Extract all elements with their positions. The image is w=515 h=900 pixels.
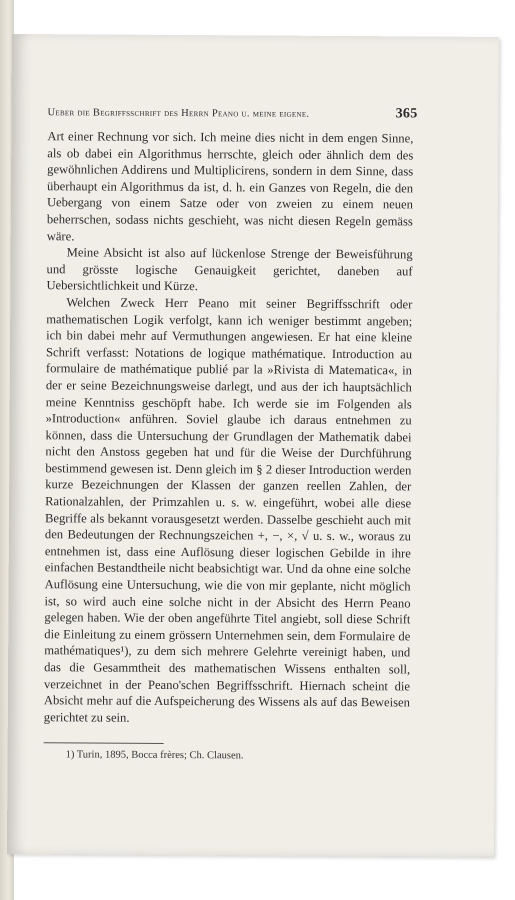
footnote: 1) Turin, 1895, Bocca frères; Ch. Clausen. (65, 749, 244, 762)
paragraph-2: Meine Absicht ist also auf lückenlose Strenge der Beweisführung und grösste logische Genauigkeit gerichtet, daneben auf Uebersichtlichkeit und Kürze. (46, 245, 413, 294)
body-text (44, 128, 414, 728)
running-head (47, 104, 417, 122)
page-curl-shadow (7, 34, 32, 854)
paragraph-3: Welchen Zweck Herr Peano mit seiner Begriffsschrift oder mathematischen Logik verfolgt, kann ich weniger bestimmt angeben; ich bin dabei mehr auf Vermuthungen angewiesen. Er hat eine kleine Schrift verfasst: Notations de logique mathématique. Introduction au formulaire de mathématique publié par la »Rivista di Matematica«, in der er seine Bezeichnungsweise darlegt, und aus der ich hauptsächlich meine Kenntniss geschöpft habe. Ich werde sie im Folgenden als »Introduction« anführen. Soviel glaube ich daraus entnehmen zu können, dass die Untersuchung der Grundlagen der Mathematik dabei nicht den Anstoss gegeben hat und für die Weise der Durchführung bestimmend gewesen ist. Denn gleich im § 2 dieser Introduction werden kurze Bezeichnungen der Klassen der ganzen reellen Zahlen, der Rationalzahlen, der Primzahlen u. s. w. eingeführt, wobei alle diese Begriffe als bekannt vorausgesetzt werden. Dasselbe geschieht auch mit den Bedeutungen der Rechnungszeichen +, −, ×, √ u. s. w., woraus zu entnehmen ist, dass eine Auflösung dieser logischen Gebilde in ihre einfachen Bestandtheile nicht beabsichtigt war. Und da ohne eine solche Auflösung eine Untersuchung, wie die von mir geplante, nicht möglich ist, so wird auch eine solche nicht in der Absicht des Herrn Peano gelegen haben. Wie der oben angeführte Titel angiebt, soll diese Schrift die Einleitung zu einem grössern Unternehmen sein, dem Formulaire de mathématiques¹), zu dem sich mehrere Gelehrte vereinigt haben, und das die Gesammtheit des mathematischen Wissens enthalten soll, verzeichnet in der Peano'schen Begriffsschrift. Hiernach scheint die Absicht mehr auf die Aufspeicherung des Wissens als auf das Beweisen gerichtet zu sein. (43, 295, 413, 725)
page-number: 365 (395, 106, 418, 122)
paragraph-1: Art einer Rechnung vor sich. Ich meine dies nicht in dem engen Sinne, als ob dabei ein Algorithmus herrschte, gleich oder ähnlich dem des gewöhnlichen Addirens und Multiplicirens, sondern in dem Sinne, dass überhaupt ein Algorithmus da ist, d. h. ein Ganzes von Regeln, die den Uebergang von einem Satze oder von zweien zu einem neuen beherrschen, sodass nichts geschieht, was nicht diesen Regeln gemäss wäre. (46, 129, 414, 243)
running-head-title: Ueber die Begriffsschrift des Herrn Peano u. meine eigene. (47, 107, 310, 120)
book-page (7, 34, 499, 857)
footnote-rule (44, 742, 164, 744)
